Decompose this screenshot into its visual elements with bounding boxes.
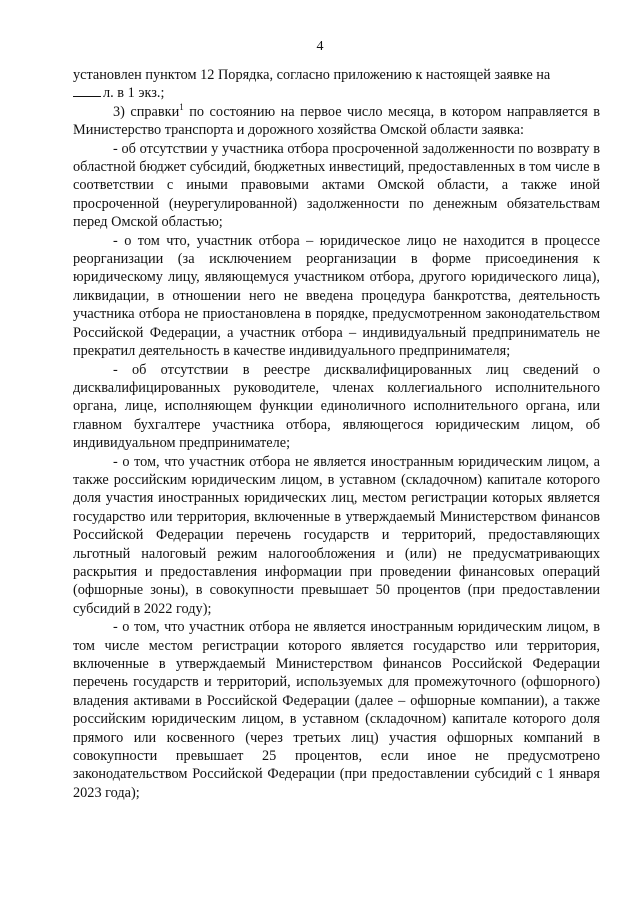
list-item-reorganization: - о том что, участник отбора – юридическое лицо не находится в процессе реорганизации (за исключением реорганизации в форме присоединения к юридическому лицу, являющемуся участником отбора, другого юридического лица), ликвидации, в отношении него не введена процедура банкротства, деятельность участника отбора не приостановлена в порядке, предусмотренном законодательством Российской Федерации, а участник отбора – индивидуальный предприниматель не прекратил деятельность в качестве индивидуального предпринимателя;	[73, 232, 600, 360]
list-item-offshore-2023: - о том, что участник отбора не является иностранным юридическим лицом, в том числе местом регистрации которого является государство или территория, включенные в утверждаемый Министерством финансов Российской Федерации перечень государств и территорий, используемых для промежуточного (офшорного) владения активами в Российской Федерации (далее – офшорные компании), а также российским юридическим лицом, в уставном (складочном) капитале которого доля прямого или косвенного (через третьих лиц) участия офшорных компаний в совокупности превышает 25 процентов, если иное не предусмотрено законодательством Российской Федерации (при предоставлении субсидий с 1 января 2023 года);	[73, 619, 600, 801]
paragraph-text: по состоянию на первое число месяца, в котором направляется в Министерство транспорта и дорожного хозяйства Омской области заявка:	[73, 103, 600, 139]
list-item-debt: - об отсутствии у участника отбора просроченной задолженности по возврату в областной бюджет субсидий, бюджетных инвестиций, предоставленных в том числе в соответствии с иными правовыми актами Омской области, а также иной просроченной (неурегулированной) задолженности по денежным обязательствам перед Омской областью;	[73, 140, 600, 231]
list-item-disqualified: - об отсутствии в реестре дисквалифицированных лиц сведений о дисквалифицированных руководителе, членах коллегиального исполнительного органа, лице, исполняющем функции единоличного исполнительного органа, или главном бухгалтере участника отбора, являющегося юридическим лицом, об индивидуальном предпринимателе;	[73, 361, 600, 452]
document-body	[73, 66, 600, 802]
footnote-marker: 1	[179, 102, 184, 113]
list-item-offshore-2022: - о том, что участник отбора не является иностранным юридическим лицом, а также российским юридическим лицом, в уставном (складочном) капитале которого доля участия иностранных юридических лиц, местом регистрации которых является государство или территория, включенные в утверждаемый Министерством финансов Российской Федерации перечень государств и территорий, предоставляющих льготный налоговый режим налогообложения и (или) не предусматривающих раскрытия и предоставления информации при проведении финансовых операций (офшорные зоны), в совокупности превышает 50 процентов (при предоставлении субсидий в 2022 году);	[73, 453, 600, 617]
blank-fill-line	[73, 84, 101, 97]
item-label: 3) справки	[113, 103, 180, 120]
page-number: 4	[316, 39, 324, 54]
paragraph-text: установлен пунктом 12 Порядка, согласно приложению к настоящей заявке на	[73, 67, 551, 83]
paragraph-text: л. в 1 экз.;	[103, 85, 165, 102]
paragraph-continuation	[73, 66, 600, 103]
paragraph-item-3	[73, 103, 600, 140]
